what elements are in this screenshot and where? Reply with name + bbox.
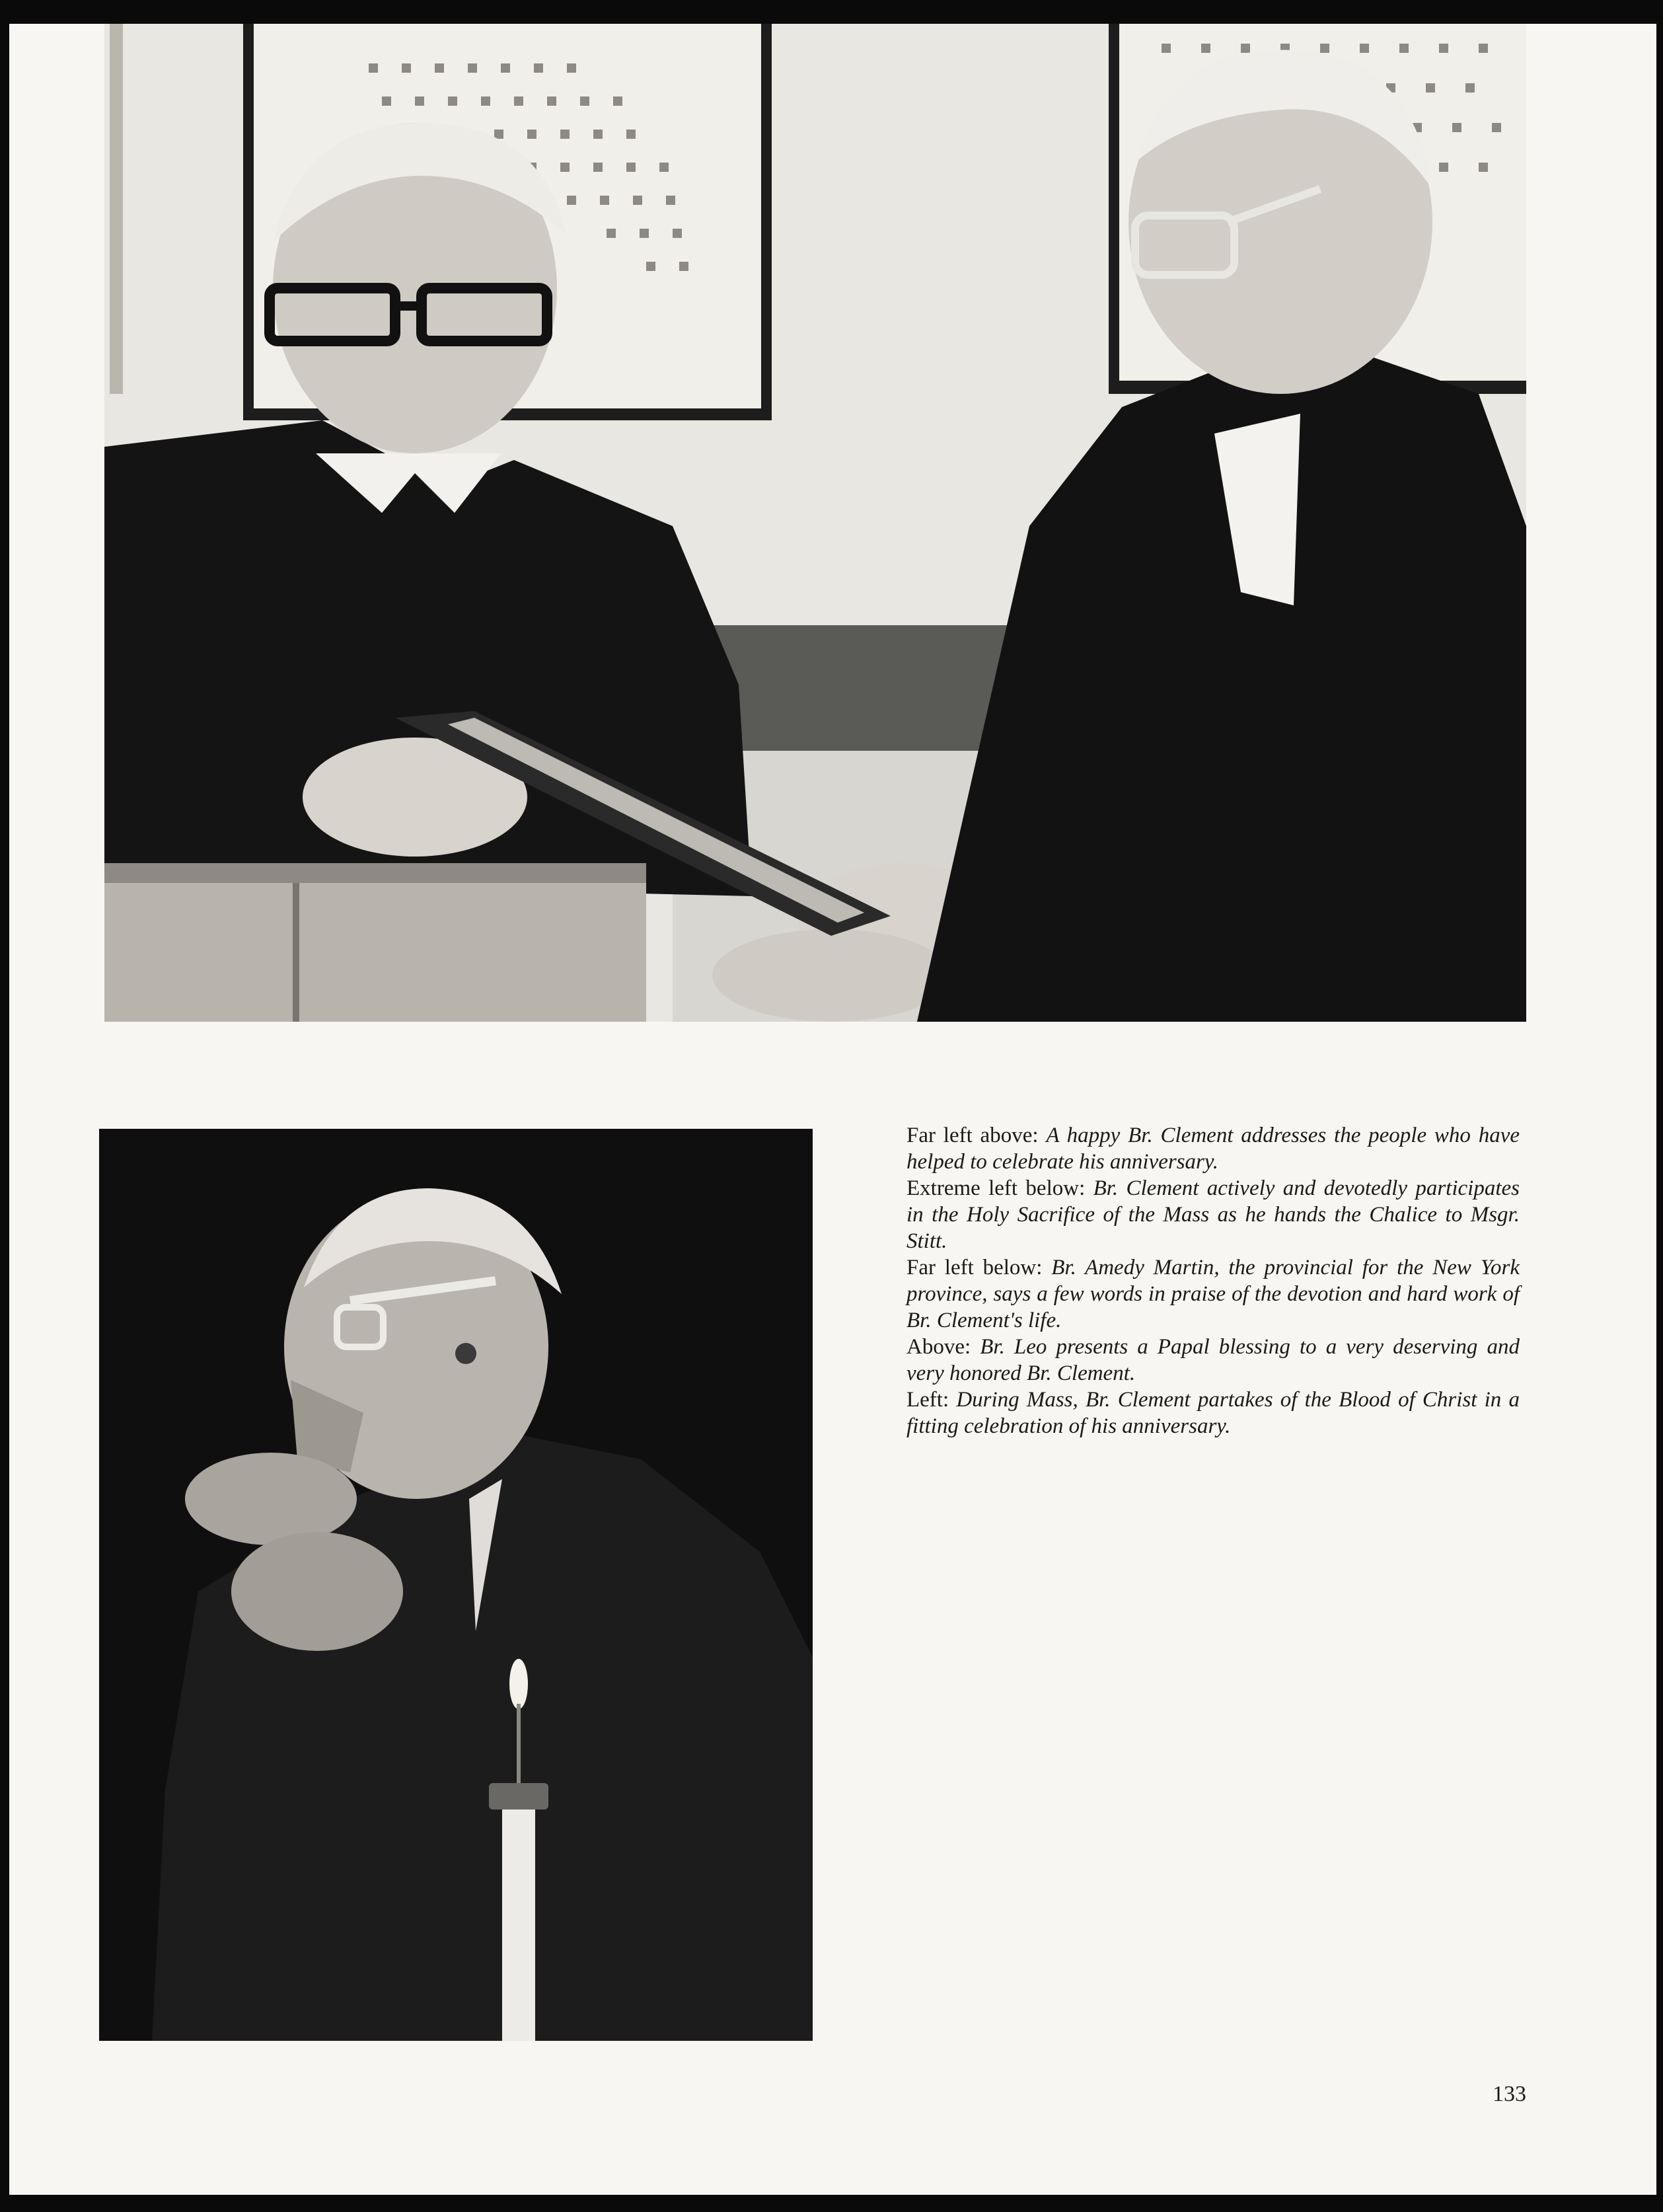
scan-border-right: [1656, 0, 1663, 2212]
caption-2-label: Extreme left below:: [906, 1176, 1086, 1200]
caption-1-text: A happy Br. Clement addresses the people who have helped to celebrate his anniversary.: [906, 1124, 1520, 1174]
caption-2: [906, 1175, 1520, 1254]
caption-3-text: Br. Amedy Martin, the provincial for the New York province, says a few words in praise of the devotion and hard work of Br. Clement's life.: [906, 1256, 1520, 1332]
caption-5: [906, 1387, 1520, 1439]
photo-top-illustration: [104, 24, 1526, 1022]
caption-4: [906, 1334, 1520, 1387]
caption-5-text: During Mass, Br. Clement partakes of the Blood of Christ in a fitting celebration of his anniversary.: [906, 1388, 1520, 1438]
photo-bottom-illustration: [99, 1129, 813, 2041]
caption-2-text: Br. Clement actively and devotedly participates in the Holy Sacrifice of the Mass as he hands the Chalice to Msgr. Stitt.: [906, 1176, 1520, 1253]
caption-5-label: Left:: [906, 1388, 949, 1412]
caption-3: [906, 1254, 1520, 1334]
caption-1-label: Far left above:: [906, 1124, 1039, 1147]
scan-border-bottom: [0, 2195, 1663, 2212]
caption-block: [906, 1122, 1520, 1439]
caption-4-text: Br. Leo presents a Papal blessing to a very deserving and very honored Br. Clement.: [906, 1335, 1520, 1385]
photo-chalice-communion: [99, 1129, 813, 2041]
page-number: 133: [1493, 2082, 1526, 2106]
photo-papal-blessing-presentation: [104, 24, 1526, 1022]
scan-border-left: [0, 0, 9, 2212]
caption-3-label: Far left below:: [906, 1256, 1043, 1279]
scan-border-top: [0, 0, 1663, 24]
caption-1: [906, 1122, 1520, 1175]
caption-4-label: Above:: [906, 1335, 971, 1359]
